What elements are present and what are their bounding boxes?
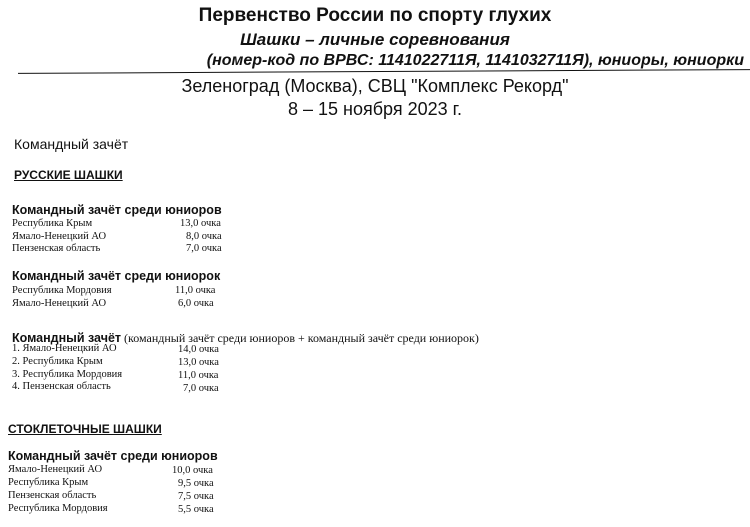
russian-juniors-row-2-score: 8,0 очка (186, 231, 222, 242)
russian-combined-row-1-name: 1. Ямало-Ненецкий АО (12, 343, 117, 354)
doc-subtitle: Шашки – личные соревнования (240, 30, 510, 49)
russian-juniors-row-3-name: Пензенская область (12, 243, 101, 254)
hundred-juniors-row-3-name: Пензенская область (8, 490, 97, 501)
hundred-juniors-row-3-score: 7,5 очка (178, 491, 214, 502)
hundred-juniors-row-1-score: 10,0 очка (172, 465, 213, 476)
section-heading-russian: РУССКИЕ ШАШКИ (14, 168, 123, 182)
section-heading-hundred: СТОКЛЕТОЧНЫЕ ШАШКИ (8, 422, 162, 436)
russian-combined-title-note: (командный зачёт среди юниоров + командный зачёт среди юниорок) (121, 331, 479, 345)
russian-combined-row-1-score: 14,0 очка (178, 344, 219, 355)
doc-location: Зеленоград (Москва), СВЦ "Комплекс Рекорд" (181, 76, 569, 96)
hundred-juniors-row-4-name: Республика Мордовия (8, 503, 108, 514)
russian-juniorki-row-1-score: 11,0 очка (175, 285, 216, 296)
russian-combined-row-2-score: 13,0 очка (178, 357, 219, 368)
russian-juniorki-title: Командный зачёт среди юниорок (12, 269, 221, 283)
russian-juniors-title: Командный зачёт среди юниоров (12, 203, 222, 217)
hundred-juniors-row-1-name: Ямало-Ненецкий АО (8, 464, 103, 475)
russian-combined-row-3-name: 3. Республика Мордовия (12, 369, 123, 380)
hundred-juniors-row-4-score: 5,5 очка (178, 504, 214, 515)
doc-title: Первенство России по спорту глухих (198, 5, 552, 26)
russian-combined-row-2-name: 2. Республика Крым (12, 356, 103, 367)
hundred-juniors-title: Командный зачёт среди юниоров (8, 449, 218, 463)
russian-combined-row-4-score: 7,0 очка (183, 383, 219, 394)
hundred-juniors-row-2-score: 9,5 очка (178, 478, 214, 489)
russian-combined-title-bold: Командный зачёт (12, 331, 122, 345)
team-standings-label: Командный зачёт (14, 136, 129, 152)
russian-juniors-row-1-name: Республика Крым (12, 218, 93, 229)
russian-combined-row-4-name: 4. Пензенская область (12, 381, 111, 392)
russian-juniors-row-1-score: 13,0 очка (180, 218, 221, 229)
russian-combined-row-3-score: 11,0 очка (178, 370, 219, 381)
russian-juniorki-row-1-name: Республика Мордовия (12, 285, 112, 296)
russian-juniorki-row-2-score: 6,0 очка (178, 298, 214, 309)
doc-code-line: (номер-код по ВРВС: 1141022711Я, 1141032711Я), юниоры, юниорки (206, 52, 744, 69)
doc-dates: 8 – 15 ноября 2023 г. (287, 99, 463, 119)
hundred-juniors-row-2-name: Республика Крым (8, 477, 89, 488)
russian-juniors-row-3-score: 7,0 очка (186, 243, 222, 254)
russian-juniorki-row-2-name: Ямало-Ненецкий АО (12, 298, 107, 309)
russian-juniors-row-2-name: Ямало-Ненецкий АО (12, 231, 107, 242)
